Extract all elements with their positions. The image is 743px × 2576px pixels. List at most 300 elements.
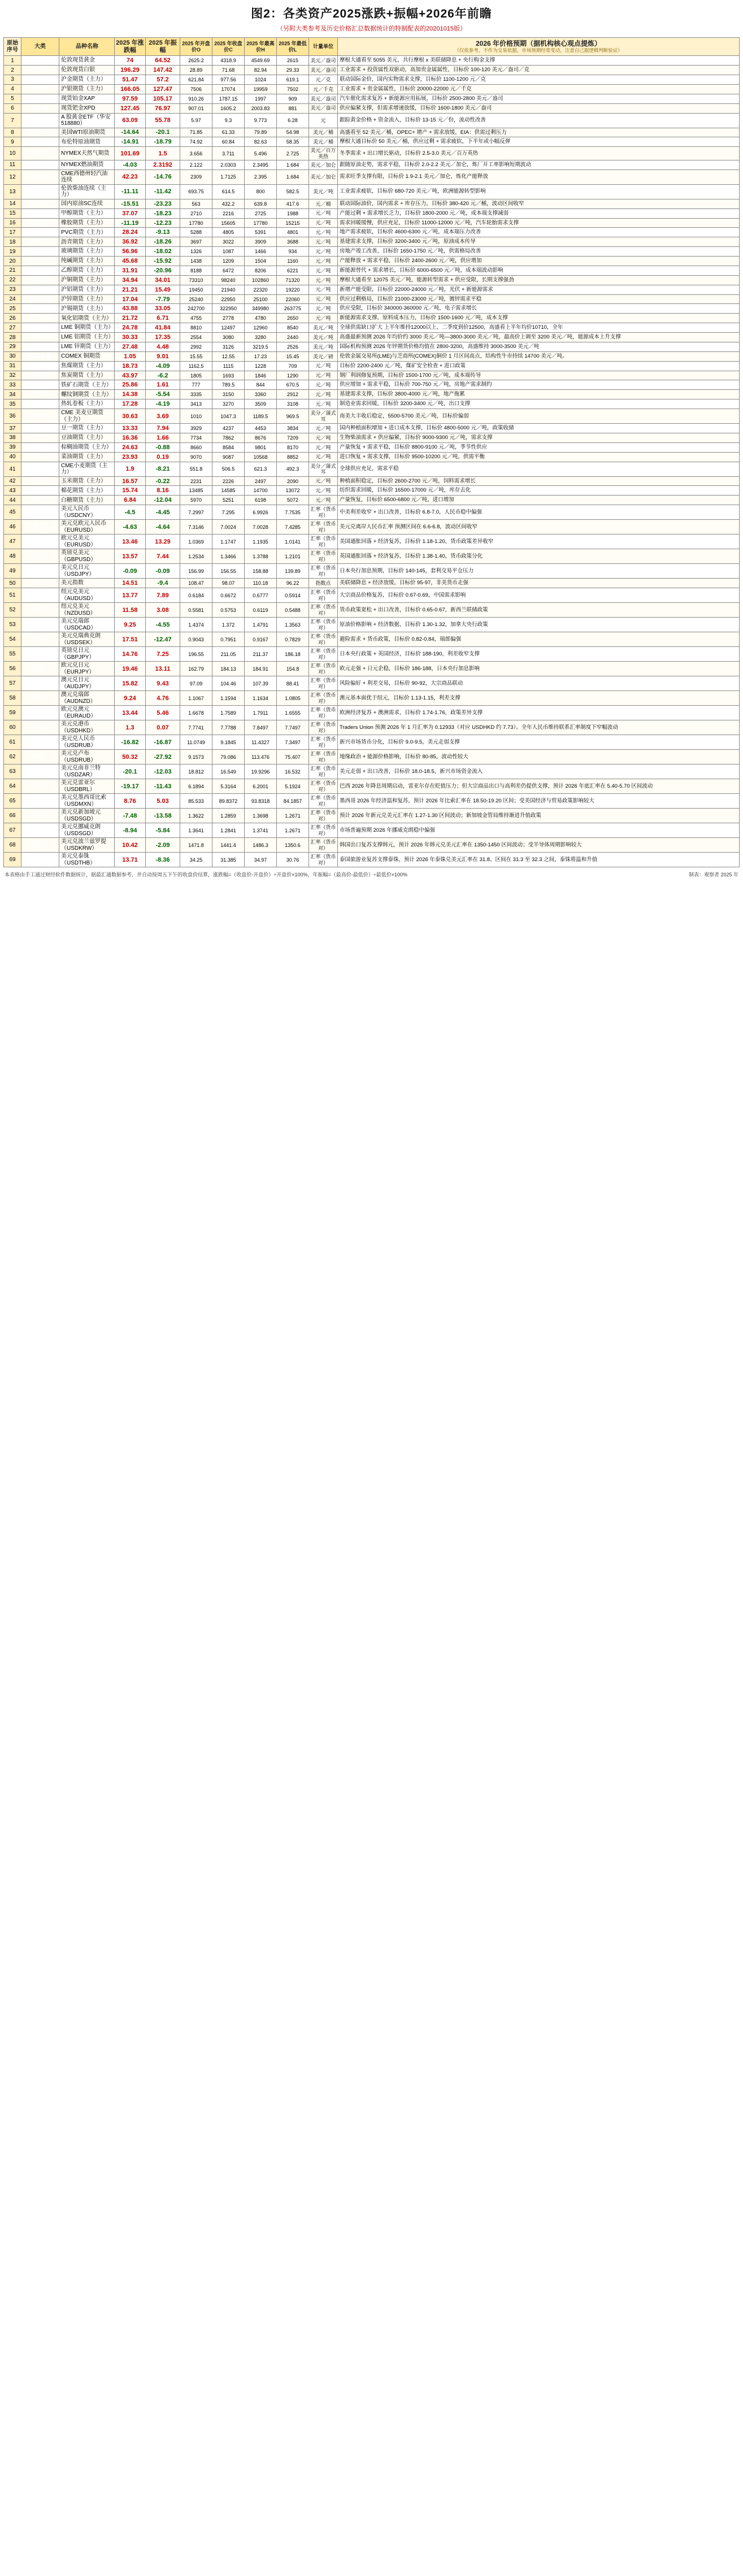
row-low: 881 bbox=[277, 103, 309, 113]
row-index: 53 bbox=[4, 618, 21, 632]
row-open: 1162.5 bbox=[180, 361, 212, 371]
row-amplitude: 57.2 bbox=[146, 75, 180, 85]
row-open: 3335 bbox=[180, 390, 212, 399]
table-row bbox=[4, 442, 740, 452]
row-unit: 汇率（货币对） bbox=[309, 735, 338, 750]
row-asset-name: 沥青期货（主力） bbox=[59, 237, 115, 247]
row-low: 1.0141 bbox=[277, 535, 309, 549]
table-row bbox=[4, 691, 740, 706]
table-row bbox=[4, 750, 740, 764]
row-index: 1 bbox=[4, 56, 21, 66]
row-index: 43 bbox=[4, 486, 21, 496]
row-change: 45.68 bbox=[115, 257, 146, 266]
row-high: 1997 bbox=[245, 94, 277, 103]
row-low: 2.725 bbox=[277, 147, 309, 160]
row-close: 3150 bbox=[212, 390, 245, 399]
row-open: 28.89 bbox=[180, 66, 212, 75]
page-subtitle: （另附大类参考及历史价格汇总数据统计的特制配表的20201015版） bbox=[277, 25, 466, 32]
row-prediction: 生物柴油需求 + 供应偏紧，目标价 9000-9300 元／吨，需求支撑 bbox=[338, 433, 740, 442]
row-prediction: 需求回暖缓慢，供应充足，目标价 11000-12000 元／吨，汽车轮胎需求支撑 bbox=[338, 218, 740, 228]
row-close: 15605 bbox=[212, 218, 245, 228]
row-index: 41 bbox=[4, 462, 21, 476]
row-prediction: 摩根大通看至 5055 美元，共行摩根 x 美联储降息 + 央行购金支撑 bbox=[338, 56, 740, 66]
table-row bbox=[4, 476, 740, 486]
row-close: 1115 bbox=[212, 361, 245, 371]
row-unit: 元／吨 bbox=[309, 424, 338, 433]
header-name: 品种名称 bbox=[59, 38, 115, 56]
row-open: 907.01 bbox=[180, 103, 212, 113]
table-row bbox=[4, 535, 740, 549]
row-unit: 元／吨 bbox=[309, 399, 338, 409]
row-prediction: 纺织需求回暖，目标价 16500-17000 元／吨，库存去化 bbox=[338, 486, 740, 496]
row-asset-name: 美元兑欧元人民币（EURUSD） bbox=[59, 520, 115, 535]
row-low: 186.18 bbox=[277, 647, 309, 662]
row-prediction: 预计 2026 年新元兑美元汇率在 1.27-1.30 区间波动；新加坡金管局维持渐进升值政策 bbox=[338, 809, 740, 823]
row-close: 60.84 bbox=[212, 137, 245, 147]
row-low: 19220 bbox=[277, 285, 309, 294]
row-open: 1.6678 bbox=[180, 706, 212, 720]
row-high: 6198 bbox=[245, 496, 277, 505]
row-low: 0.5914 bbox=[277, 588, 309, 603]
row-close: 9.1845 bbox=[212, 735, 245, 750]
row-prediction: 目标价 2200-2400 元／吨，煤矿安全检查 + 进口政策 bbox=[338, 361, 740, 371]
row-unit: 美元／磅 bbox=[309, 351, 338, 361]
row-category: 有色金属 bbox=[21, 314, 59, 323]
row-prediction: 地产需求疲软，目标价 4600-6300 元／吨，成本端压力改善 bbox=[338, 228, 740, 237]
row-category: 外汇 bbox=[21, 838, 59, 853]
row-index: 19 bbox=[4, 247, 21, 257]
row-category: 外汇 bbox=[21, 706, 59, 720]
row-unit: 汇率（货币对） bbox=[309, 838, 338, 853]
row-index: 66 bbox=[4, 809, 21, 823]
row-amplitude: -4.09 bbox=[146, 361, 180, 371]
row-amplitude: 15.49 bbox=[146, 285, 180, 294]
row-close: 1.3466 bbox=[212, 549, 245, 564]
row-open: 242700 bbox=[180, 304, 212, 314]
table-row bbox=[4, 764, 740, 779]
row-index: 50 bbox=[4, 579, 21, 588]
table-row bbox=[4, 424, 740, 433]
row-index: 65 bbox=[4, 794, 21, 809]
row-unit: 元／吨 bbox=[309, 496, 338, 505]
row-unit: 汇率（货币对） bbox=[309, 520, 338, 535]
row-prediction: 摩根大通看至 12075 美元／吨，能源转型需求 + 供应受限，长期支撑强劲 bbox=[338, 275, 740, 285]
row-low: 71320 bbox=[277, 275, 309, 285]
row-amplitude: -23.23 bbox=[146, 199, 180, 208]
row-high: 82.63 bbox=[245, 137, 277, 147]
row-open: 97.09 bbox=[180, 676, 212, 691]
row-high: 0.9167 bbox=[245, 632, 277, 647]
row-high: 3219.5 bbox=[245, 342, 277, 351]
row-category: 有色金属 bbox=[21, 351, 59, 361]
row-prediction: 美国通胀回落 + 经济复苏，目标价 1.18-1.20，货币政策差异收窄 bbox=[338, 535, 740, 549]
row-high: 3360 bbox=[245, 390, 277, 399]
row-low: 2090 bbox=[277, 476, 309, 486]
row-open: 7734 bbox=[180, 433, 212, 442]
row-change: 16.57 bbox=[115, 476, 146, 486]
row-close: 0.7951 bbox=[212, 632, 245, 647]
row-unit: 美元／吨 bbox=[309, 333, 338, 342]
header-open: 2025 年开盘价O bbox=[180, 38, 212, 56]
row-asset-name: 纽元兑美元（NZDUSD） bbox=[59, 603, 115, 618]
row-close: 71.68 bbox=[212, 66, 245, 75]
row-index: 24 bbox=[4, 294, 21, 304]
row-asset-name: 白糖期货（主力） bbox=[59, 496, 115, 505]
table-row bbox=[4, 838, 740, 853]
table-body bbox=[4, 56, 740, 867]
row-unit: 美元／吨 bbox=[309, 342, 338, 351]
row-prediction: 摩根大通目标价 50 美元／桶，供应过剩 + 需求疲软，下半年或小幅反弹 bbox=[338, 137, 740, 147]
row-low: 6.28 bbox=[277, 113, 309, 128]
table-head bbox=[4, 38, 740, 56]
row-high: 621.3 bbox=[245, 462, 277, 476]
row-open: 1.4374 bbox=[180, 618, 212, 632]
row-open: 2554 bbox=[180, 333, 212, 342]
row-unit: 汇率（货币对） bbox=[309, 706, 338, 720]
row-index: 68 bbox=[4, 838, 21, 853]
row-category: 外汇 bbox=[21, 603, 59, 618]
row-low: 1350.6 bbox=[277, 838, 309, 853]
row-amplitude: 7.94 bbox=[146, 424, 180, 433]
row-amplitude: -8.21 bbox=[146, 462, 180, 476]
row-open: 17780 bbox=[180, 218, 212, 228]
row-low: 1988 bbox=[277, 208, 309, 218]
row-unit: 元／吨 bbox=[309, 208, 338, 218]
row-open: 3929 bbox=[180, 424, 212, 433]
row-close: 16.549 bbox=[212, 764, 245, 779]
row-change: -20.1 bbox=[115, 764, 146, 779]
row-unit: 元／千克 bbox=[309, 84, 338, 94]
row-category: 黑色系 bbox=[21, 371, 59, 380]
row-index: 29 bbox=[4, 342, 21, 351]
row-low: 54.98 bbox=[277, 128, 309, 137]
row-index: 47 bbox=[4, 535, 21, 549]
row-low: 8170 bbox=[277, 442, 309, 452]
row-index: 5 bbox=[4, 94, 21, 103]
row-low: 5072 bbox=[277, 496, 309, 505]
table-row bbox=[4, 103, 740, 113]
row-prediction: 市场普遍预期 2026 年挪威克朗稳中偏强 bbox=[338, 823, 740, 838]
row-asset-name: LME 铝期货（主力） bbox=[59, 333, 115, 342]
row-high: 5391 bbox=[245, 228, 277, 237]
header-category: 大类 bbox=[21, 38, 59, 56]
row-change: 16.36 bbox=[115, 433, 146, 442]
row-prediction: 工业需求 + 投资属性双驱动，高加贵金属属性，目标价 100-120 美元／盎司／克 bbox=[338, 66, 740, 75]
row-close: 22950 bbox=[212, 294, 245, 304]
row-amplitude: 64.52 bbox=[146, 56, 180, 66]
row-change: -11.11 bbox=[115, 184, 146, 199]
table-row bbox=[4, 647, 740, 662]
row-high: 3509 bbox=[245, 399, 277, 409]
row-high: 107.39 bbox=[245, 676, 277, 691]
row-amplitude: -0.22 bbox=[146, 476, 180, 486]
row-prediction: 大宗商品价格复苏，目标价 0.67-0.69，中国需求影响 bbox=[338, 588, 740, 603]
row-open: 563 bbox=[180, 199, 212, 208]
row-high: 113.476 bbox=[245, 750, 277, 764]
table-row bbox=[4, 128, 740, 137]
row-category: 能源化工 bbox=[21, 137, 59, 147]
row-open: 9.1573 bbox=[180, 750, 212, 764]
row-category: 贵金属 bbox=[21, 66, 59, 75]
row-change: 25.86 bbox=[115, 380, 146, 390]
row-change: 17.51 bbox=[115, 632, 146, 647]
row-amplitude: -4.19 bbox=[146, 399, 180, 409]
row-change: 27.48 bbox=[115, 342, 146, 351]
row-index: 36 bbox=[4, 409, 21, 424]
row-close: 7.0024 bbox=[212, 520, 245, 535]
row-category: 外汇 bbox=[21, 579, 59, 588]
row-change: 196.29 bbox=[115, 66, 146, 75]
row-index: 64 bbox=[4, 779, 21, 794]
row-prediction: Traders Union 预测 2026 年 1 月汇率为 0.12933（对应 USDHKD 约 7.73）。全年人民币维持联系汇率制度下窄幅波动 bbox=[338, 720, 740, 735]
row-change: 30.63 bbox=[115, 409, 146, 424]
row-asset-name: 美元兑雷亚尔（USDBRL） bbox=[59, 779, 115, 794]
row-prediction: 欧洲经济复苏 + 澳洲需求，目标价 1.74-1.76，政策差异支撑 bbox=[338, 706, 740, 720]
row-open: 3697 bbox=[180, 237, 212, 247]
row-low: 1.2101 bbox=[277, 549, 309, 564]
row-open: 777 bbox=[180, 380, 212, 390]
table-row bbox=[4, 218, 740, 228]
row-change: 15.82 bbox=[115, 676, 146, 691]
row-close: 8584 bbox=[212, 442, 245, 452]
row-asset-name: PVC期货（主力） bbox=[59, 228, 115, 237]
row-high: 1466 bbox=[245, 247, 277, 257]
row-prediction: 跟踪黄金价格 + 资金流入，目标价 13-15 元／份，流动性改善 bbox=[338, 113, 740, 128]
row-prediction: 澳元基本面优于纽元，目标价 1.13-1.15，利差支撑 bbox=[338, 691, 740, 706]
row-unit: 元／吨 bbox=[309, 361, 338, 371]
row-change: -4.63 bbox=[115, 520, 146, 535]
row-unit: 元 bbox=[309, 113, 338, 128]
row-high: 7.0028 bbox=[245, 520, 277, 535]
row-index: 57 bbox=[4, 676, 21, 691]
row-asset-name: 美元人民币（USDCNY） bbox=[59, 505, 115, 520]
header-index: 原始序号 bbox=[4, 38, 21, 56]
row-category: 外汇 bbox=[21, 720, 59, 735]
row-close: 2778 bbox=[212, 314, 245, 323]
row-index: 18 bbox=[4, 237, 21, 247]
row-asset-name: 豆一期货（主力） bbox=[59, 424, 115, 433]
table-row bbox=[4, 452, 740, 462]
row-amplitude: -18.79 bbox=[146, 137, 180, 147]
row-close: 211.05 bbox=[212, 647, 245, 662]
row-category: 外汇 bbox=[21, 779, 59, 794]
row-asset-name: 棉花期货（主力） bbox=[59, 486, 115, 496]
table-row bbox=[4, 380, 740, 390]
row-asset-name: 美元兑墨西哥比索（USDMXN） bbox=[59, 794, 115, 809]
row-close: 98.07 bbox=[212, 579, 245, 588]
row-open: 13485 bbox=[180, 486, 212, 496]
row-amplitude: -12.04 bbox=[146, 496, 180, 505]
table-row bbox=[4, 371, 740, 380]
row-asset-name: 伦敦现货黄金 bbox=[59, 56, 115, 66]
header-prediction-note: （仅依参考，不作为交易依据，市场预期经常变动，注意自己据逻辑判断验证） bbox=[454, 47, 623, 53]
row-close: 1087 bbox=[212, 247, 245, 257]
row-asset-name: 美元兑波兰兹罗提（USDKRW） bbox=[59, 838, 115, 853]
row-unit: 汇率（货币对） bbox=[309, 750, 338, 764]
row-close: 4237 bbox=[212, 424, 245, 433]
row-close: 17074 bbox=[212, 84, 245, 94]
row-high: 1.4791 bbox=[245, 618, 277, 632]
row-asset-name: 国内原油SC连续 bbox=[59, 199, 115, 208]
row-high: 844 bbox=[245, 380, 277, 390]
row-high: 9.773 bbox=[245, 113, 277, 128]
row-unit: 汇率（货币对） bbox=[309, 632, 338, 647]
row-asset-name: 英镑兑美元（GBPUSD） bbox=[59, 549, 115, 564]
title-block bbox=[0, 0, 743, 34]
row-amplitude: -4.45 bbox=[146, 505, 180, 520]
row-prediction: 供应增加 + 需求平稳，目标价 700-750 元／吨，房地产需求制约 bbox=[338, 380, 740, 390]
row-open: 2992 bbox=[180, 342, 212, 351]
row-unit: 元／吨 bbox=[309, 314, 338, 323]
row-close: 7862 bbox=[212, 433, 245, 442]
row-low: 670.5 bbox=[277, 380, 309, 390]
row-open: 5288 bbox=[180, 228, 212, 237]
table-row bbox=[4, 333, 740, 342]
row-asset-name: 沪金期货（主力） bbox=[59, 75, 115, 85]
table-row bbox=[4, 113, 740, 128]
row-category: 有色金属 bbox=[21, 342, 59, 351]
row-low: 2526 bbox=[277, 342, 309, 351]
row-amplitude: -12.03 bbox=[146, 764, 180, 779]
row-amplitude: -11.43 bbox=[146, 779, 180, 794]
row-open: 1.3641 bbox=[180, 823, 212, 838]
row-unit: 汇率（货币对） bbox=[309, 505, 338, 520]
row-open: 3413 bbox=[180, 399, 212, 409]
row-unit: 美元／吨 bbox=[309, 323, 338, 333]
row-asset-name: CME小麦期货（主力） bbox=[59, 462, 115, 476]
row-open: 162.79 bbox=[180, 662, 212, 676]
row-close: 184.13 bbox=[212, 662, 245, 676]
row-low: 58.35 bbox=[277, 137, 309, 147]
row-asset-name: 美元兑日元（USDJPY） bbox=[59, 564, 115, 579]
row-close: 0.6672 bbox=[212, 588, 245, 603]
table-row bbox=[4, 496, 740, 505]
row-unit: 元／吨 bbox=[309, 257, 338, 266]
table-row bbox=[4, 399, 740, 409]
row-amplitude: -0.88 bbox=[146, 442, 180, 452]
row-low: 1290 bbox=[277, 371, 309, 380]
table-row bbox=[4, 794, 740, 809]
table-row bbox=[4, 275, 740, 285]
row-high: 10568 bbox=[245, 452, 277, 462]
row-close: 2216 bbox=[212, 208, 245, 218]
row-high: 1189.5 bbox=[245, 409, 277, 424]
row-category: 外汇 bbox=[21, 647, 59, 662]
row-high: 102860 bbox=[245, 275, 277, 285]
row-change: 13.33 bbox=[115, 424, 146, 433]
row-amplitude: -13.58 bbox=[146, 809, 180, 823]
table-row bbox=[4, 809, 740, 823]
row-low: 7209 bbox=[277, 433, 309, 442]
row-category: 外汇 bbox=[21, 505, 59, 520]
row-index: 61 bbox=[4, 735, 21, 750]
row-high: 4780 bbox=[245, 314, 277, 323]
row-category: 有色金属 bbox=[21, 275, 59, 285]
row-close: 3022 bbox=[212, 237, 245, 247]
row-low: 582.5 bbox=[277, 184, 309, 199]
row-asset-name: 美国WTI原油期货 bbox=[59, 128, 115, 137]
row-category: 农产品 bbox=[21, 442, 59, 452]
row-amplitude: 5.03 bbox=[146, 794, 180, 809]
row-open: 0.9043 bbox=[180, 632, 212, 647]
row-change: 10.42 bbox=[115, 838, 146, 853]
row-prediction: 欧元走强 + 日元企稳，目标价 186-188，日本央行加息影响 bbox=[338, 662, 740, 676]
row-category: 外汇 bbox=[21, 588, 59, 603]
row-prediction: 产量恢复，目标价 6500-6800 元／吨，进口增加 bbox=[338, 496, 740, 505]
row-change: 1.05 bbox=[115, 351, 146, 361]
row-low: 1.6555 bbox=[277, 706, 309, 720]
row-change: 36.92 bbox=[115, 237, 146, 247]
row-category: 黑色系 bbox=[21, 380, 59, 390]
row-close: 21940 bbox=[212, 285, 245, 294]
row-index: 32 bbox=[4, 371, 21, 380]
row-asset-name: 乙醇期货（主力） bbox=[59, 266, 115, 275]
row-amplitude: -14.76 bbox=[146, 170, 180, 184]
row-open: 71.85 bbox=[180, 128, 212, 137]
row-amplitude: -27.92 bbox=[146, 750, 180, 764]
row-index: 52 bbox=[4, 603, 21, 618]
row-index: 21 bbox=[4, 266, 21, 275]
row-open: 11.0749 bbox=[180, 735, 212, 750]
row-unit: 元／吨 bbox=[309, 228, 338, 237]
row-amplitude: 2.3192 bbox=[146, 160, 180, 170]
row-asset-name: 英镑兑日元（GBPJPY） bbox=[59, 647, 115, 662]
table-row bbox=[4, 160, 740, 170]
row-category: 外汇 bbox=[21, 520, 59, 535]
row-unit: 元／吨 bbox=[309, 294, 338, 304]
row-asset-name: 美元兑瑞郎（USDCAD） bbox=[59, 618, 115, 632]
row-low: 8540 bbox=[277, 323, 309, 333]
table-header-row bbox=[4, 38, 740, 56]
row-prediction: 中美利差收窄 + 出口改善，目标价 6.8-7.0，人民币稳中偏强 bbox=[338, 505, 740, 520]
row-category: 外汇 bbox=[21, 691, 59, 706]
row-asset-name: LME 铜期货（主力） bbox=[59, 323, 115, 333]
row-high: 3280 bbox=[245, 333, 277, 342]
row-change: 28.24 bbox=[115, 228, 146, 237]
row-high: 2003.83 bbox=[245, 103, 277, 113]
row-amplitude: 17.35 bbox=[146, 333, 180, 342]
row-change: 50.32 bbox=[115, 750, 146, 764]
table-row bbox=[4, 390, 740, 399]
row-amplitude: -2.09 bbox=[146, 838, 180, 853]
footer bbox=[5, 871, 738, 878]
row-change: 24.63 bbox=[115, 442, 146, 452]
row-change: 13.77 bbox=[115, 588, 146, 603]
row-unit: 汇率（货币对） bbox=[309, 823, 338, 838]
row-open: 1471.8 bbox=[180, 838, 212, 853]
row-category: 外汇 bbox=[21, 809, 59, 823]
row-high: 3909 bbox=[245, 237, 277, 247]
row-amplitude: -8.36 bbox=[146, 853, 180, 867]
row-amplitude: 0.07 bbox=[146, 720, 180, 735]
footer-note: 本表格由手工通过财经软件数据统计，据最汇通数据参考，并自动按周五下午的收盘价结算，涨跌幅=（收盘价-开盘价）÷开盘价×100%，年振幅=（最高价-最低价）÷最低价×100% bbox=[5, 872, 407, 878]
table-row bbox=[4, 579, 740, 588]
row-high: 9801 bbox=[245, 442, 277, 452]
row-high: 17780 bbox=[245, 218, 277, 228]
row-high: 1.1634 bbox=[245, 691, 277, 706]
row-low: 3688 bbox=[277, 237, 309, 247]
row-asset-name: 焦煤期货（主力） bbox=[59, 361, 115, 371]
row-category: 贵金属 bbox=[21, 113, 59, 128]
row-asset-name: LME 锌期货（主力） bbox=[59, 342, 115, 351]
row-open: 1.0369 bbox=[180, 535, 212, 549]
row-close: 977.56 bbox=[212, 75, 245, 85]
table-row bbox=[4, 228, 740, 237]
row-high: 5.496 bbox=[245, 147, 277, 160]
row-unit: 元／吨 bbox=[309, 433, 338, 442]
row-index: 20 bbox=[4, 257, 21, 266]
row-asset-name: 美元兑港币（USDHKD） bbox=[59, 720, 115, 735]
